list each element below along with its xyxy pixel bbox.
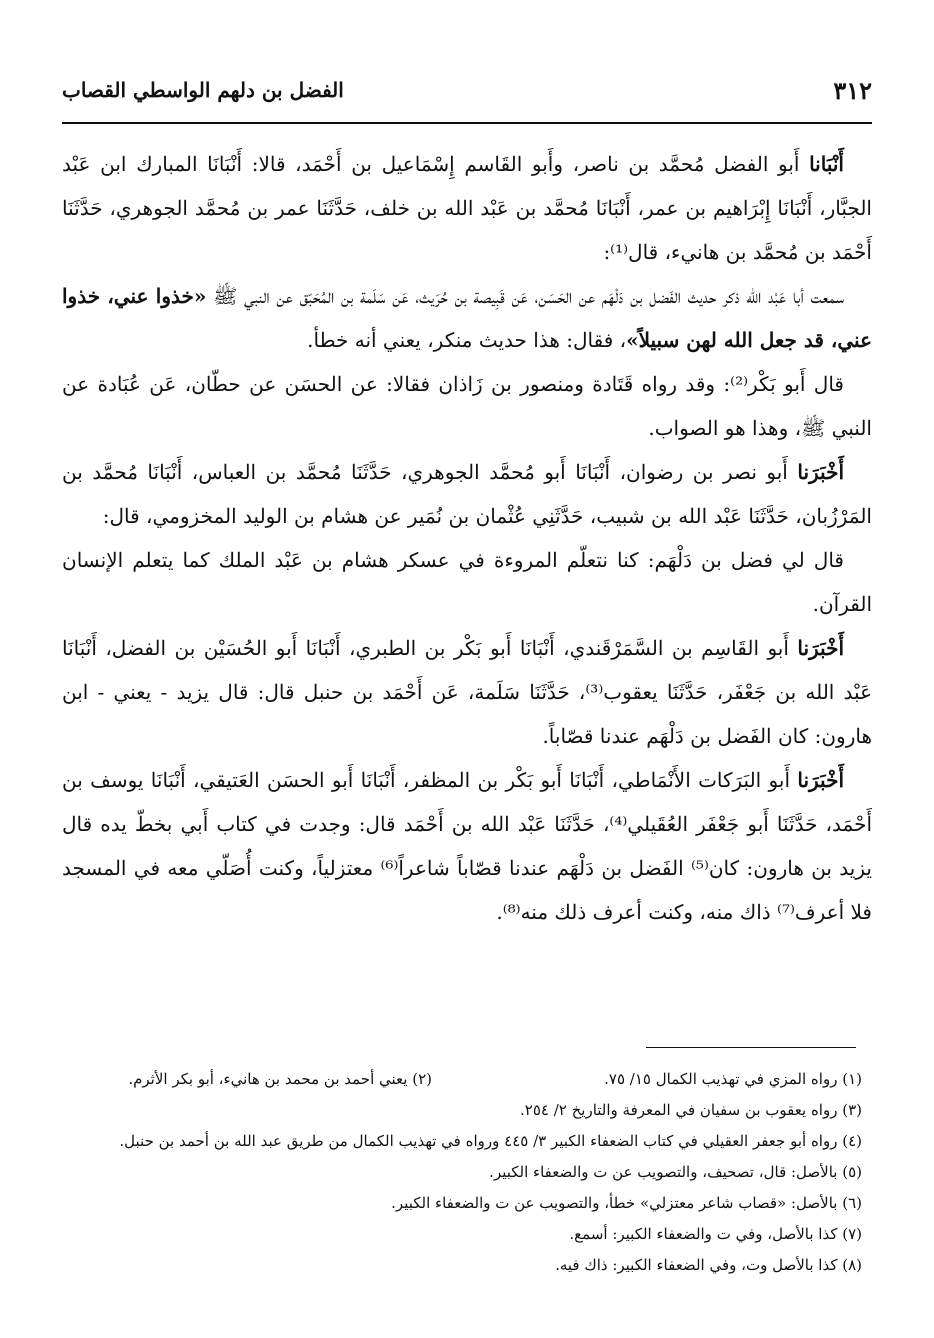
paragraph-lead: أَخْبَرَنا [797, 460, 844, 484]
footnote: (٨) كذا بالأصل وت، وفي الضعفاء الكبير: ذاك فيه. [555, 1256, 862, 1274]
main-text [62, 142, 872, 934]
page-number: ٣١٢ [833, 76, 872, 105]
paragraph-text: أَبو نصر بن رضوان، أَنْبَانَا أَبو مُحمَّد الجوهري، حَدَّثَنَا مُحمَّد بن العباس، أَنْبَانَا مُحمَّد بن المَرْزُبان، حَدَّثَنَا عَبْد الله بن شبيب، حَدَّثَنِي عُثْمان بن نُمَير عن هشام بن الوليد المخزومي، قال: [62, 460, 872, 528]
hadith-quote: «خذوا عني، خذوا عني، قد جعل الله لهن سبيلاً» [62, 284, 872, 352]
paragraph-text: قال لي فضل بن دَلْهَم: كنا نتعلّم المروءة في عسكر هشام بن عَبْد الملك كما يتعلم الإنسان القرآن. [62, 548, 872, 616]
paragraph [62, 450, 872, 538]
footnote: (٤) رواه أبو جعفر العقيلي في كتاب الضعفاء الكبير ٣/ ٤٤٥ ورواه في تهذيب الكمال من طريق عبد الله بن أحمد بن حنبل. [119, 1132, 862, 1150]
paragraph-text: سمعت أبا عَبْد الله ذكر حديث الفَضل بن دَلْهَم عن الحَسَن، عَن قَبِيصة بن حُرَيث، عَن سَلَمة بن المُحَبّق عن النبي ﷺ [206, 284, 844, 308]
page-header [62, 70, 872, 120]
footnote: (٣) رواه يعقوب بن سفيان في المعرفة والتاريخ ٢/ ٢٥٤. [520, 1101, 862, 1119]
paragraph [62, 626, 872, 758]
footnote: (٧) كذا بالأصل، وفي ت والضعفاء الكبير: أسمع. [569, 1225, 862, 1243]
paragraph-lead: أَخْبَرَنا [797, 636, 844, 660]
paragraph-lead: أَخْبَرَنا [797, 768, 844, 792]
footnote: (٦) بالأصل: «قصاب شاعر معتزلي» خطأ، والتصويب عن ت والضعفاء الكبير. [391, 1194, 862, 1212]
paragraph [62, 362, 872, 450]
paragraph [62, 538, 872, 626]
footnote: (١) رواه المزي في تهذيب الكمال ١٥/ ٧٥. [604, 1070, 862, 1088]
paragraph-text: أَبو البَرَكات الأَنْمَاطي، أَنْبَانَا أَبو بَكْر بن المظفر، أَنْبَانَا أَبو الحسَن العَتيقي، أَنْبَانَا يوسف بن أَحْمَد، حَدَّثَنَا أَبو جَعْفَر العُقَيلي⁽⁴⁾، حَدَّثَنَا عَبْد الله بن أَحْمَد قال: وجدت في كتاب أَبي بخطّ يده قال يزيد بن هارون: كان⁽⁵⁾ الفَضل بن دَلْهَم عندنا قصّاباً شاعراً⁽⁶⁾ معتزلياً، وكنت أُصَلّي معه في المسجد فلا أعرف⁽⁷⁾ ذاك منه، وكنت أعرف ذلك منه⁽⁸⁾. [62, 768, 872, 924]
footnote: (٥) بالأصل: قال، تصحيف، والتصويب عن ت والضعفاء الكبير. [489, 1163, 862, 1181]
paragraph-text: أَبو القَاسِم بن السَّمَرْقَندي، أَنْبَانَا أَبو بَكْر بن الطبري، أَنْبَانَا أَبو الحُسَيْن بن الفضل، أَنْبَانَا عَبْد الله بن جَعْفَر، حَدَّثَنَا يعقوب⁽³⁾، حَدَّثَنَا سَلَمة، عَن أَحْمَد بن حنبل قال: قال يزيد - يعني - ابن هارون: كان الفَضل بن دَلْهَم عندنا قصّاباً. [62, 636, 872, 748]
header-rule [62, 122, 872, 124]
paragraph-lead: أَنْبَانا [809, 152, 844, 176]
footnotes [62, 1064, 862, 1281]
running-title: الفضل بن دلهم الواسطي القصاب [62, 78, 344, 102]
paragraph-tail: ، فقال: هذا حديث منكر، يعني أنه خطأ. [307, 328, 627, 352]
paragraph [62, 142, 872, 274]
footnote-row [62, 1064, 862, 1095]
footnote: (٢) يعني أحمد بن محمد بن هانيء، أبو بكر الأثرم. [128, 1070, 432, 1088]
paragraph [62, 274, 872, 362]
paragraph-text: أَبو الفضل مُحمَّد بن ناصر، وأَبو القَاسم إِسْمَاعيل بن أَحْمَد، قالا: أَنْبَانَا المبارك ابن عَبْد الجبَّار، أَنْبَانَا إِبْرَاهيم بن عمر، أَنْبَانَا مُحمَّد بن عَبْد الله بن خلف، حَدَّثَنَا عمر بن مُحمَّد الجوهري، حَدَّثَنَا أَحْمَد بن مُحمَّد بن هانيء، قال⁽¹⁾: [62, 152, 872, 264]
paragraph [62, 758, 872, 934]
footnote-rule [646, 1047, 856, 1048]
paragraph-text: قال أَبو بَكْر⁽²⁾: وقد رواه قَتَادة ومنصور بن زَاذان فقالا: عن الحسَن عن حطّان، عَن عُبَادة عن النبي ﷺ، وهذا هو الصواب. [62, 372, 872, 440]
